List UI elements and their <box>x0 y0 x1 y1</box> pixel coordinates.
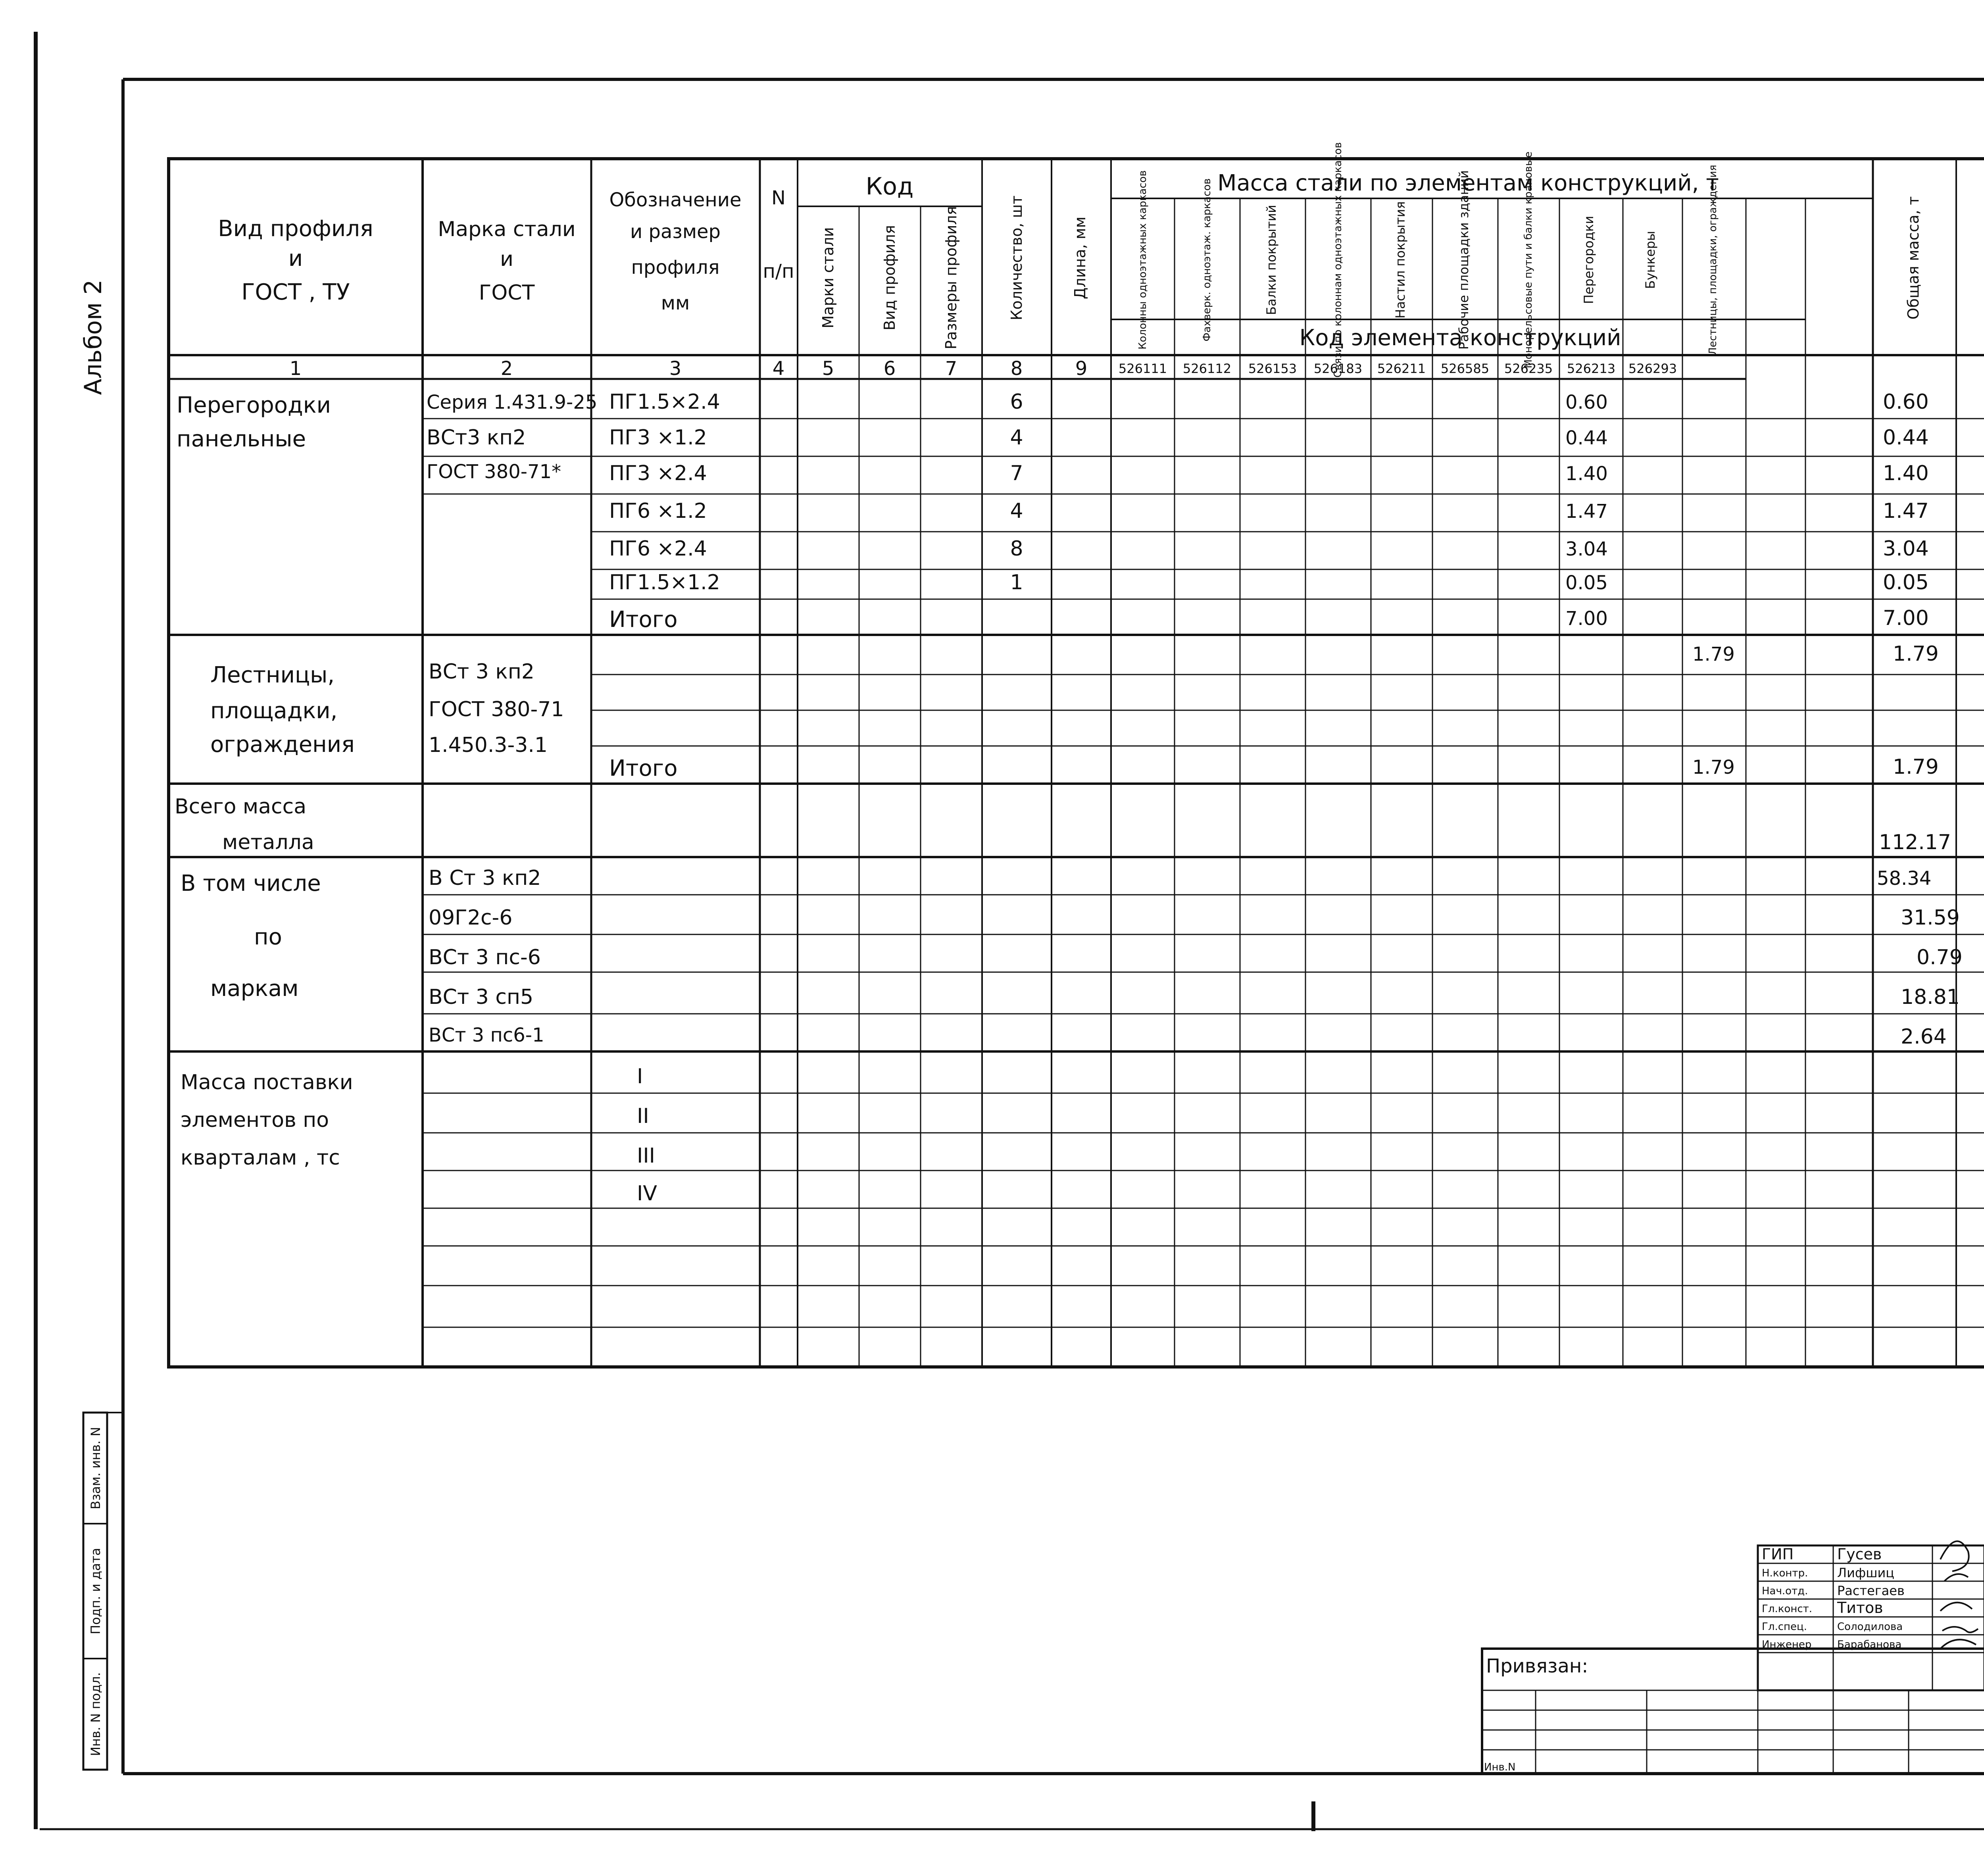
grade-label-line3: маркам <box>210 976 299 1001</box>
grade-name: ВСт 3 сп5 <box>429 985 534 1009</box>
stairs-steel-3: 1.450.3-3.1 <box>429 733 548 757</box>
colnum-6: 6 <box>883 358 896 380</box>
mass-sub-monorail: Монорельсовые пути и балки крановые <box>1523 151 1534 369</box>
stairs-itogo-total: 1.79 <box>1893 755 1939 779</box>
row-mass: 1.40 <box>1565 463 1608 485</box>
all-metal-label-line1: Всего масса <box>175 795 307 819</box>
colnum-2: 2 <box>500 358 513 380</box>
header-col3-line3: профиля <box>631 256 720 279</box>
header-kod-type: Вид профиля <box>881 225 898 331</box>
row-profile: ПГ3 ×2.4 <box>609 461 707 485</box>
delivery-quarter-3: III <box>637 1144 656 1168</box>
stairs-steel-1: ВСт 3 кп2 <box>429 660 534 684</box>
grade-name: ВСт 3 пс6-1 <box>429 1024 544 1046</box>
row-profile: ПГ6 ×1.2 <box>609 499 707 523</box>
row-qty: 6 <box>1010 390 1023 414</box>
row-qty: 8 <box>1010 537 1023 561</box>
stairs-mass: 1.79 <box>1692 643 1735 665</box>
header-mass-group: Масса стали по элементам конструкций, т <box>1217 170 1719 196</box>
role-gip: ГИП <box>1762 1545 1794 1563</box>
column-numbers-row <box>290 358 1088 380</box>
stamp-podp-data: Подп. и дата <box>88 1548 103 1634</box>
code-526585: 526585 <box>1440 361 1490 376</box>
stairs-steel-2: ГОСТ 380-71 <box>429 698 564 721</box>
table-row <box>429 1024 1947 1049</box>
role-engineer: Инженер <box>1762 1639 1812 1651</box>
album-label: Альбом 2 <box>79 279 107 395</box>
name-barabanova: Барабанова <box>1837 1639 1902 1651</box>
header-col2 <box>438 217 575 305</box>
header-col3-line2: и размер <box>630 221 721 243</box>
code-526111: 526111 <box>1118 361 1167 376</box>
section-partitions <box>177 390 1929 632</box>
row-steel: ВСт3 кп2 <box>427 426 526 450</box>
colnum-3: 3 <box>669 358 682 380</box>
header-col1 <box>218 216 373 305</box>
element-code-label: Код элемента конструкций <box>1299 325 1621 351</box>
delivery-label-line1: Масса поставки <box>181 1071 353 1094</box>
table-row <box>609 499 1929 523</box>
code-526211: 526211 <box>1377 361 1426 376</box>
header-col3 <box>609 189 741 314</box>
signature-scribbles <box>1940 1541 1978 1649</box>
row-steel: ГОСТ 380-71* <box>427 461 561 483</box>
itogo-row <box>609 606 1929 632</box>
mass-sub-platforms: Рабочие площадки зданий <box>1456 170 1471 350</box>
header-kod-size: Размеры профиля <box>942 206 960 350</box>
header-kod-steel: Марки стали <box>819 227 837 329</box>
grade-total: 58.34 <box>1877 867 1932 890</box>
role-glspec: Гл.спец. <box>1762 1621 1807 1633</box>
table-row <box>429 906 1960 930</box>
section-by-grade <box>181 866 1963 1049</box>
mass-sub-partitions: Перегородки <box>1581 215 1596 304</box>
header-col3-line1: Обозначение <box>609 189 742 211</box>
table-row <box>427 461 1929 485</box>
delivery-label-line3: кварталам , тс <box>181 1146 340 1170</box>
grade-label-line2: по <box>254 924 282 950</box>
stamp-inv-podl: Инв. N подл. <box>88 1672 103 1756</box>
header-col2-line2: и <box>500 247 513 271</box>
stairs-label-line1: Лестницы, <box>210 662 335 688</box>
code-526183: 526183 <box>1313 361 1363 376</box>
row-total: 1.40 <box>1883 461 1929 485</box>
itogo-mass: 7.00 <box>1565 607 1608 630</box>
header-col4-n: N <box>771 187 786 209</box>
row-profile: ПГ6 ×2.4 <box>609 537 707 561</box>
role-glkonst: Гл.конст. <box>1762 1603 1813 1615</box>
stairs-itogo-mass: 1.79 <box>1692 756 1735 778</box>
row-mass: 1.47 <box>1565 500 1608 523</box>
delivery-quarter-2: II <box>637 1104 649 1128</box>
all-metal-label-line2: металла <box>222 830 314 854</box>
grade-label-line1: В том числе <box>181 871 321 896</box>
colnum-1: 1 <box>289 358 302 380</box>
header-length: Длина, мм <box>1071 216 1089 300</box>
colnum-8: 8 <box>1010 358 1023 380</box>
mass-sub-fachwerk: Фахверк. одноэтаж. каркасов <box>1201 178 1213 342</box>
name-rastegaev: Растегаев <box>1837 1583 1905 1598</box>
role-nkontr: Н.контр. <box>1762 1567 1808 1579</box>
row-total: 0.60 <box>1883 390 1929 414</box>
grade-total: 18.81 <box>1901 985 1960 1009</box>
header-col1-line3: ГОСТ , ТУ <box>241 279 350 305</box>
header-col2-line3: ГОСТ <box>479 281 535 305</box>
code-526293: 526293 <box>1628 361 1677 376</box>
element-codes-row <box>1119 361 1677 376</box>
row-mass: 0.60 <box>1565 391 1608 413</box>
code-526213: 526213 <box>1567 361 1616 376</box>
mass-sub-bunkers: Бункеры <box>1643 231 1658 289</box>
inv-label: Инв.N <box>1484 1761 1516 1773</box>
table-row <box>427 390 1929 414</box>
itogo-total: 7.00 <box>1883 606 1929 630</box>
delivery-label-line2: элементов по <box>181 1108 329 1132</box>
grade-total: 0.79 <box>1917 946 1963 969</box>
colnum-9: 9 <box>1075 358 1088 380</box>
partitions-label-line1: Перегородки <box>177 392 331 418</box>
grade-total: 31.59 <box>1901 906 1960 930</box>
stairs-total: 1.79 <box>1893 642 1939 666</box>
stairs-label-line3: ограждения <box>210 732 355 757</box>
privyazan-label: Привязан: <box>1486 1655 1588 1677</box>
row-total: 0.44 <box>1883 426 1929 450</box>
delivery-quarter-1: I <box>637 1065 643 1088</box>
section-delivery <box>181 1065 657 1205</box>
header-kod: Код <box>865 173 914 200</box>
header-qty: Количество, шт <box>1008 195 1025 321</box>
row-total: 1.47 <box>1883 499 1929 523</box>
header-total-mass: Общая масса, т <box>1905 196 1922 320</box>
row-mass: 0.05 <box>1565 572 1608 594</box>
header-col2-line1: Марка стали <box>438 217 576 241</box>
mass-sub-bracing: Связи по колоннам одноэтажных каркасов <box>1332 142 1344 378</box>
row-steel: Серия 1.431.9-25 <box>427 391 598 413</box>
partitions-label-line2: панельные <box>177 426 306 452</box>
row-qty: 4 <box>1010 426 1023 450</box>
delivery-quarter-4: IV <box>637 1182 657 1205</box>
mass-sub-decking: Настил покрытия <box>1393 201 1408 319</box>
header-col1-line2: и <box>288 246 303 271</box>
table-row <box>429 866 1931 890</box>
row-profile: ПГ1.5×2.4 <box>609 390 720 414</box>
mass-sub-stairs: Лестницы, площадки, ограждения <box>1707 165 1719 355</box>
grade-total: 2.64 <box>1901 1025 1947 1049</box>
table-row <box>609 571 1929 594</box>
grade-name: В Ст 3 кп2 <box>429 866 541 890</box>
stairs-itogo-label: Итого <box>609 755 678 781</box>
row-profile: ПГ1.5×1.2 <box>609 571 720 594</box>
section-all-metal <box>175 795 1951 854</box>
stairs-label-line2: площадки, <box>210 698 338 724</box>
row-qty: 4 <box>1010 499 1023 523</box>
name-lifshits: Лифшиц <box>1837 1565 1895 1580</box>
mass-sub-columns: Колонны одноэтажных каркасов <box>1137 170 1149 350</box>
name-solodilova: Солодилова <box>1837 1621 1903 1633</box>
header-col4-pp: п/п <box>763 260 794 283</box>
section-stairs <box>210 642 1939 781</box>
row-total: 0.05 <box>1883 571 1929 594</box>
colnum-4: 4 <box>772 358 785 380</box>
grade-name: ВСт 3 пс-6 <box>429 946 541 969</box>
row-qty: 7 <box>1010 461 1023 485</box>
all-metal-total: 112.17 <box>1879 830 1951 854</box>
itogo-label: Итого <box>609 607 678 632</box>
table-row <box>429 946 1963 969</box>
row-profile: ПГ3 ×1.2 <box>609 426 707 450</box>
row-qty: 1 <box>1010 571 1023 594</box>
code-526235: 526235 <box>1504 361 1553 376</box>
mass-sub-beams: Балки покрытий <box>1264 205 1279 315</box>
code-526153: 526153 <box>1248 361 1297 376</box>
colnum-7: 7 <box>945 358 957 380</box>
row-mass: 0.44 <box>1565 427 1608 449</box>
table-row <box>429 985 1960 1009</box>
table-row <box>609 537 1929 561</box>
grade-name: 09Г2с-6 <box>429 906 513 930</box>
stamp-vzam-inv: Взам. инв. N <box>88 1427 103 1509</box>
row-total: 3.04 <box>1883 537 1929 561</box>
header-col1-line1: Вид профиля <box>218 216 373 242</box>
name-gusev: Гусев <box>1837 1545 1882 1563</box>
header-col3-line4: мм <box>661 292 690 314</box>
role-nachotd: Нач.отд. <box>1762 1585 1808 1597</box>
name-titov: Титов <box>1837 1599 1883 1617</box>
table-row <box>427 426 1929 450</box>
code-526112: 526112 <box>1182 361 1232 376</box>
colnum-5: 5 <box>822 358 834 380</box>
row-mass: 3.04 <box>1565 538 1608 560</box>
